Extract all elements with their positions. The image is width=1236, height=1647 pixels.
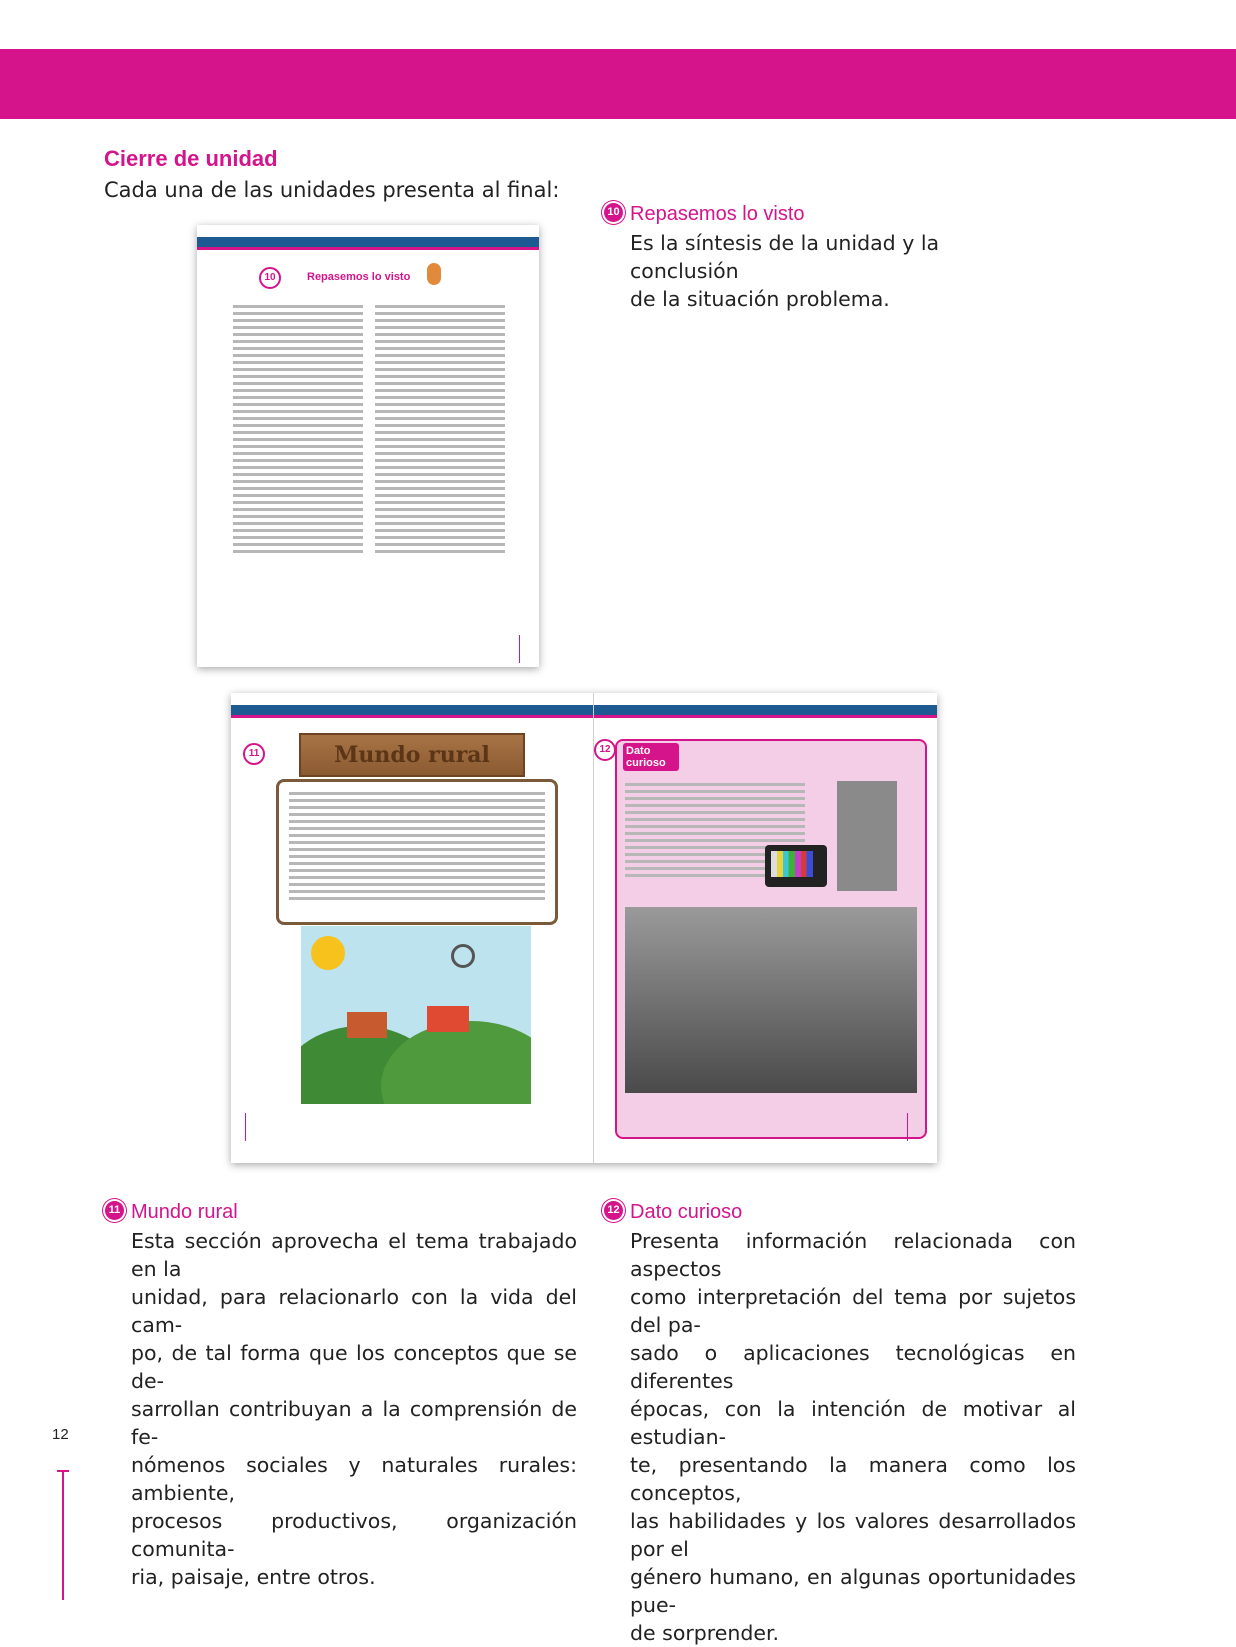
rural-landscape-illustration: [301, 926, 531, 1104]
thumb-text-column-right: [375, 305, 505, 557]
thumb-page-rule: [245, 1113, 246, 1141]
house-icon: [427, 1006, 469, 1032]
text-line: épocas, con la intención de motivar al estudian-: [630, 1397, 1076, 1449]
sun-icon: [311, 936, 345, 970]
text-line: de la situación problema.: [630, 287, 890, 311]
hill-right: [381, 1021, 531, 1104]
item-title-repasemos: Repasemos lo visto: [630, 203, 805, 225]
section-intro: Cada una de las unidades presenta al final:: [104, 178, 560, 202]
cartoon-character-icon: [427, 263, 441, 285]
thumb-header-accent: [197, 247, 539, 250]
thumb-text-box: [276, 779, 558, 925]
antenna-dish-icon: [451, 944, 475, 968]
thumb-header-strip: [231, 705, 937, 715]
page-margin-tick: [57, 1470, 69, 1472]
thumbnail-repasemos-page: [197, 225, 539, 667]
text-line: unidad, para relacionarlo con la vida del cam-: [131, 1285, 577, 1337]
thumb-heading-repasemos: Repasemos lo visto: [307, 271, 411, 283]
text-line: te, presentando la manera como los conceptos,: [630, 1453, 1076, 1505]
text-line: las habilidades y los valores desarrollados por el: [630, 1509, 1076, 1561]
thumb-heading-dato-curioso: Dato curioso: [623, 743, 679, 771]
text-line: sarrollan contribuyan a la comprensión de fe-: [131, 1397, 577, 1449]
text-line: procesos productivos, organización comunita-: [131, 1509, 577, 1561]
top-color-band: [0, 49, 1236, 119]
dato-curioso-box: [615, 739, 927, 1139]
spread-gutter: [593, 693, 594, 1163]
text-line: Esta sección aprovecha el tema trabajado en la: [131, 1229, 577, 1281]
text-line: de sorprender.: [630, 1621, 780, 1645]
thumb-badge-12: 12: [594, 739, 616, 761]
thumb-page-rule: [907, 1113, 908, 1141]
house-icon: [347, 1012, 387, 1038]
thumb-badge-11: 11: [243, 743, 265, 765]
item-title-dato-curioso: Dato curioso: [630, 1201, 743, 1223]
text-line: como interpretación del tema por sujetos del pa-: [630, 1285, 1076, 1337]
thumb-header-strip: [197, 237, 539, 247]
text-line: Presenta información relacionada con aspectos: [630, 1229, 1076, 1281]
thumb-page-rule: [519, 635, 520, 663]
thumb-badge-10: 10: [259, 267, 281, 289]
thumb-header-accent: [231, 715, 937, 718]
item-text-repasemos: [630, 229, 1050, 313]
item-number-badge-10: 10: [604, 203, 623, 222]
text-line: Es la síntesis de la unidad y la conclusión: [630, 231, 940, 283]
item-number-badge-12: 12: [604, 1201, 623, 1220]
text-line: ria, paisaje, entre otros.: [131, 1565, 376, 1589]
section-title: Cierre de unidad: [104, 146, 278, 171]
item-number-badge-11: 11: [105, 1201, 124, 1220]
text-line: po, de tal forma que los conceptos que se de-: [131, 1341, 577, 1393]
thumb-text-column-left: [233, 305, 363, 557]
text-line: sado o aplicaciones tecnológicas en diferentes: [630, 1341, 1076, 1393]
text-line: nómenos sociales y naturales rurales: ambiente,: [131, 1453, 577, 1505]
television-icon: [765, 845, 827, 887]
item-text-mundo-rural: [131, 1227, 577, 1591]
historical-photo-crowd: [625, 907, 917, 1093]
thumbnail-spread: [231, 693, 937, 1163]
page-margin-rule: [62, 1470, 64, 1600]
mundo-rural-sign: Mundo rural: [299, 733, 525, 777]
item-text-dato-curioso: [630, 1227, 1076, 1647]
historical-photo-woman: [837, 781, 897, 891]
page-number: 12: [52, 1426, 69, 1443]
item-title-mundo-rural: Mundo rural: [131, 1201, 238, 1223]
text-line: género humano, en algunas oportunidades pue-: [630, 1565, 1076, 1617]
